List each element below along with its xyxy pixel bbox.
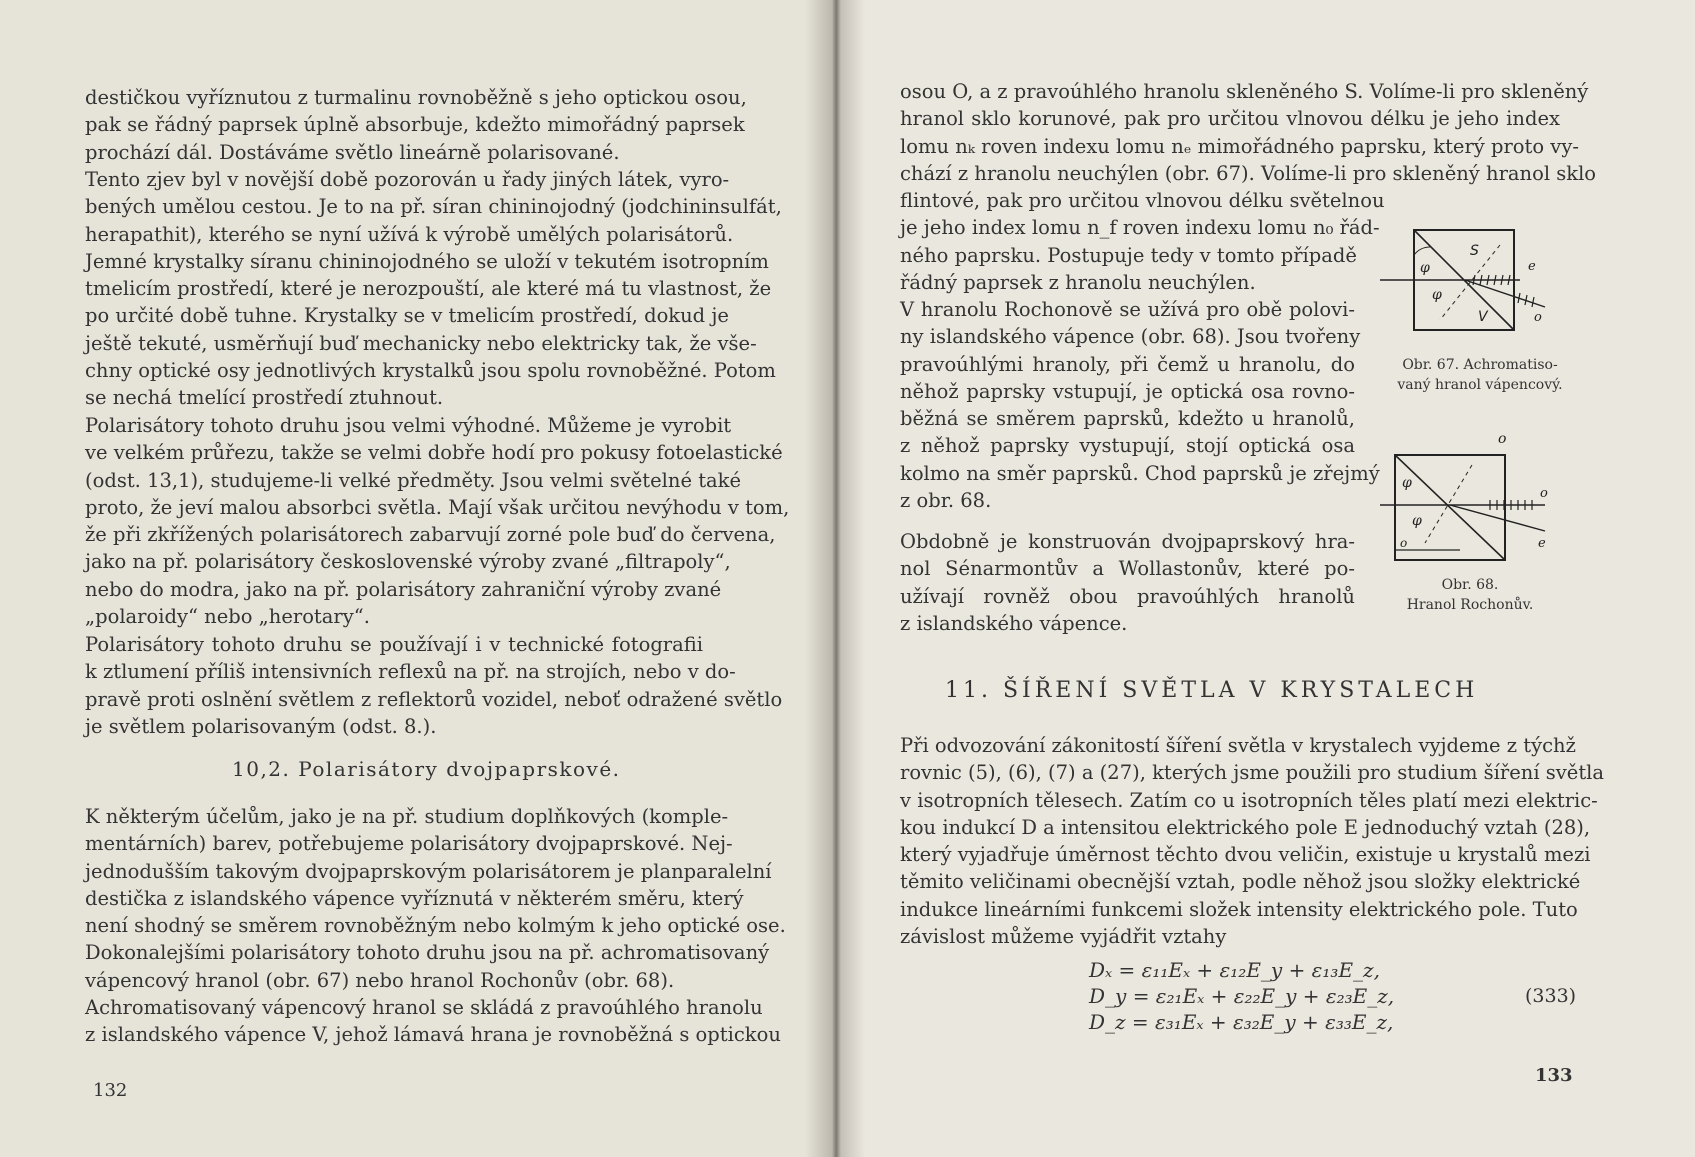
text-line: z obr. 68. bbox=[900, 489, 992, 513]
fig67-label-e: e bbox=[1528, 259, 1536, 274]
text-line: pravoúhlými hranoly, při čemž u hranolu, do bbox=[900, 352, 1355, 376]
text-line: mentárních) barev, potřebujeme polarisátory dvojpaprskové. Nej- bbox=[85, 832, 733, 856]
text-line: indukce lineárními funkcemi složek intensity elektrického pole. Tuto bbox=[900, 897, 1578, 921]
book-gutter bbox=[805, 0, 865, 1157]
figure-67-caption bbox=[1380, 355, 1580, 395]
text-line: který vyjadřuje úměrnost těchto dvou veličin, existuje u krystalů mezi bbox=[900, 843, 1591, 867]
text-line: Jemné krystalky síranu chininojodného se uloží v tekutém isotropním bbox=[85, 249, 769, 273]
text-line: k ztlumení příliš intensivních reflexů na př. na strojích, nebo v do- bbox=[85, 660, 736, 684]
fig68-label-o-top: o bbox=[1498, 431, 1507, 447]
text-line: Dokonalejšími polarisátory tohoto druhu jsou na př. achromatisovaný bbox=[85, 941, 770, 965]
fig68-label-phi1: φ bbox=[1402, 475, 1412, 491]
text-line: nebo do modra, jako na př. polarisátory zahraniční výroby zvané bbox=[85, 577, 722, 601]
text-line: Obdobně je konstruován dvojpaprskový hra- bbox=[900, 530, 1355, 553]
text-line: ny islandského vápence (obr. 68). Jsou tvořeny bbox=[900, 325, 1361, 349]
text-line: bených umělou cestou. Je to na př. síran chininojodný (jodchininsulfát, bbox=[85, 195, 782, 219]
text-line: jednodušším takovým dvojpaprskovým polarisátorem je planparalelní bbox=[85, 859, 772, 883]
text-line: „polaroidy“ nebo „herotary“. bbox=[85, 605, 370, 629]
page-number-left: 132 bbox=[93, 1080, 128, 1101]
right-paragraph-1-continued bbox=[900, 187, 1385, 296]
figure-68-caption-line-1: Obr. 68. bbox=[1441, 577, 1499, 593]
text-line: pak se řádný paprsek úplně absorbuje, kdežto mimořádný paprsek bbox=[85, 113, 745, 137]
fig67-label-v: V bbox=[1478, 309, 1488, 325]
figure-68-caption-line-2: Hranol Rochonův. bbox=[1406, 597, 1534, 613]
text-line: flintové, pak pro určitou vlnovou délku světelnou bbox=[900, 189, 1385, 212]
text-line: chny optické osy jednotlivých krystalků jsou spolu rovnoběžné. Potom bbox=[85, 359, 776, 383]
right-paragraph-3 bbox=[900, 528, 1355, 637]
left-paragraph-4 bbox=[85, 631, 783, 740]
text-line: vápencový hranol (obr. 67) nebo hranol Rochonův (obr. 68). bbox=[85, 968, 675, 992]
right-paragraph-4 bbox=[900, 732, 1605, 950]
text-line: závislost můžeme vyjádřit vztahy bbox=[900, 925, 1227, 949]
text-line: kolmo na směr paprsků. Chod paprsků je zřejmý bbox=[900, 461, 1380, 485]
fig68-label-phi2: φ bbox=[1412, 513, 1422, 529]
fig67-label-phi1: φ bbox=[1420, 260, 1430, 276]
equation-line-1: Dₓ = ε₁₁Eₓ + ε₁₂E_y + ε₁₃E_z, bbox=[1089, 958, 1380, 982]
figure-68-rochon-prism bbox=[1380, 425, 1570, 565]
fig68-label-o-bottom: o bbox=[1400, 536, 1408, 550]
left-page bbox=[0, 0, 835, 1157]
text-line: z něhož paprsky vystupují, stojí optická osa bbox=[900, 434, 1355, 458]
text-line: tmelicím prostředí, které je nerozpouští, ale které má tu vlastnost, že bbox=[85, 277, 772, 301]
text-line: V hranolu Rochonově se užívá pro obě polovi- bbox=[900, 298, 1355, 321]
equation-line-2: D_y = ε₂₁Eₓ + ε₂₂E_y + ε₂₃E_z, bbox=[1089, 984, 1395, 1008]
fig67-label-s: S bbox=[1470, 243, 1479, 259]
text-line: destičkou vyříznutou z turmalinu rovnoběžně s jeho optickou osou, bbox=[85, 86, 747, 109]
text-line: ného paprsku. Postupuje tedy v tomto případě bbox=[900, 243, 1357, 267]
right-paragraph-2 bbox=[900, 296, 1380, 514]
left-paragraph-1 bbox=[85, 84, 747, 166]
text-line: není shodný se směrem rovnoběžným nebo kolmým k jeho optické ose. bbox=[85, 914, 786, 938]
text-line: pravě proti oslnění světlem z reflektorů vozidel, neboť odražené světlo bbox=[85, 687, 783, 711]
left-paragraph-5 bbox=[85, 803, 786, 994]
fig67-label-o: o bbox=[1534, 310, 1542, 325]
section-heading-10-2: 10,2. Polarisátory dvojpaprskové. bbox=[232, 757, 621, 781]
text-line: že při zkřížených polarisátorech zabarvují zorné pole buď do červena, bbox=[85, 523, 776, 547]
text-line: rovnic (5), (6), (7) a (27), kterých jsme použili pro studium šíření světla bbox=[900, 761, 1605, 785]
text-line: ve velkém průřezu, takže se velmi dobře hodí pro pokusy fotoelastické bbox=[85, 441, 783, 465]
text-line: hranol sklo korunové, pak pro určitou vlnovou délku je jeho index bbox=[900, 107, 1560, 131]
text-line: chází z hranolu neuchýlen (obr. 67). Volíme-li pro skleněný hranol sklo bbox=[900, 161, 1597, 185]
text-line: z islandského vápence. bbox=[900, 611, 1128, 635]
right-paragraph-1 bbox=[900, 78, 1597, 187]
figure-68-caption bbox=[1370, 575, 1570, 615]
fig67-label-phi2: φ bbox=[1432, 287, 1442, 303]
text-line: osou O, a z pravoúhlého hranolu skleněného S. Volíme-li pro skleněný bbox=[900, 80, 1589, 103]
text-line: v isotropních tělesech. Zatím co u isotropních těles platí mezi elektric- bbox=[900, 788, 1598, 812]
text-line: z islandského vápence V, jehož lámavá hrana je rovnoběžná s optickou bbox=[85, 1023, 781, 1047]
text-line: řádný paprsek z hranolu neuchýlen. bbox=[900, 270, 1256, 294]
text-line: prochází dál. Dostáváme světlo lineárně polarisované. bbox=[85, 140, 620, 164]
text-line: těmito veličinami obecnější vztah, podle něhož jsou složky elektrické bbox=[900, 870, 1581, 894]
equation-number: (333) bbox=[1525, 985, 1577, 1007]
text-line: Při odvozování zákonitostí šíření světla v krystalech vyjdeme z týchž bbox=[900, 734, 1576, 757]
text-line: proto, že jeví malou absorbci světla. Mají však určitou nevýhodu v tom, bbox=[85, 495, 790, 519]
left-paragraph-3 bbox=[85, 412, 790, 630]
fig68-label-e: e bbox=[1538, 536, 1546, 551]
text-line: nol Sénarmontův a Wollastonův, které po- bbox=[900, 557, 1355, 581]
left-paragraph-2 bbox=[85, 166, 782, 412]
figure-67-caption-line-1: Obr. 67. Achromatiso- bbox=[1402, 357, 1558, 373]
text-line: (odst. 13,1), studujeme-li velké předměty. Jsou velmi světelné také bbox=[85, 468, 742, 492]
text-line: kou indukcí D a intensitou elektrického pole E jednoduchý vztah (28), bbox=[900, 815, 1591, 839]
text-line: herapathit), kterého se nyní užívá k výrobě umělých polarisátorů. bbox=[85, 222, 734, 246]
figure-67-achromatic-prism bbox=[1370, 225, 1570, 340]
text-line: lomu nₖ roven indexu lomu nₑ mimořádného paprsku, který proto vy- bbox=[900, 134, 1579, 158]
equation-line-3: D_z = ε₃₁Eₓ + ε₃₂E_y + ε₃₃E_z, bbox=[1089, 1010, 1394, 1034]
text-line: ještě tekuté, usměrňují buď mechanicky nebo elektricky tak, že vše- bbox=[85, 331, 757, 355]
text-line: něhož paprsky vstupují, je optická osa rovno- bbox=[900, 379, 1355, 403]
left-paragraph-6 bbox=[85, 994, 781, 1049]
text-line: je jeho index lomu n_f roven indexu lomu n₀ řád- bbox=[900, 216, 1380, 240]
text-line: Polarisátory tohoto druhu jsou velmi výhodné. Můžeme je vyrobit bbox=[85, 414, 732, 437]
text-line: Tento zjev byl v novější době pozorován u řady jiných látek, vyro- bbox=[85, 168, 730, 191]
text-line: se nechá tmelící prostředí ztuhnout. bbox=[85, 386, 444, 410]
text-line: po určité době tuhne. Krystalky se v tmelicím prostředí, dokud je bbox=[85, 304, 729, 328]
text-line: destička z islandského vápence vyříznutá v některém směru, který bbox=[85, 886, 744, 910]
right-page bbox=[835, 0, 1695, 1157]
section-heading-11: 11. ŠÍŘENÍ SVĚTLA V KRYSTALECH bbox=[945, 678, 1479, 703]
text-line: užívají rovněž obou pravoúhlých hranolů bbox=[900, 584, 1355, 608]
fig68-label-o-right: o bbox=[1540, 486, 1548, 501]
figure-67-caption-line-2: vaný hranol vápencový. bbox=[1397, 377, 1563, 393]
text-line: jako na př. polarisátory československé výroby zvané „filtrapoly“, bbox=[85, 550, 731, 574]
text-line: Polarisátory tohoto druhu se používají i v technické fotografii bbox=[85, 633, 703, 656]
text-line: je světlem polarisovaným (odst. 8.). bbox=[85, 714, 437, 738]
text-line: K některým účelům, jako je na př. studium doplňkových (komple- bbox=[85, 805, 729, 828]
text-line: běžná se směrem paprsků, kdežto u hranolů, bbox=[900, 407, 1355, 431]
page-number-right: 133 bbox=[1535, 1065, 1573, 1086]
text-line: Achromatisovaný vápencový hranol se skládá z pravoúhlého hranolu bbox=[85, 996, 763, 1019]
